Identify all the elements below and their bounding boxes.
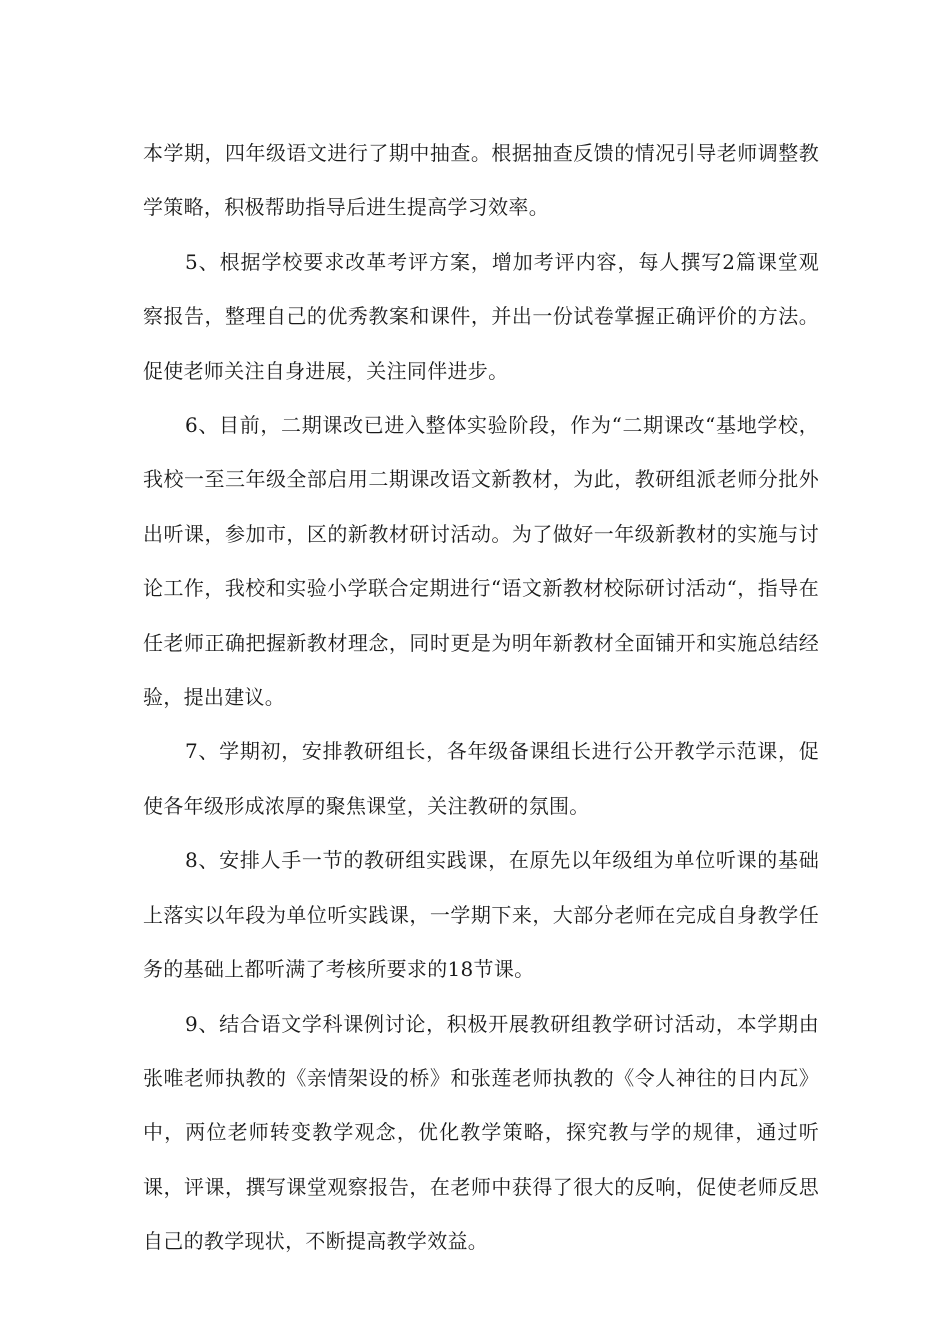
paragraph-item-8: 8、安排人手一节的教研组实践课，在原先以年级组为单位听课的基础上落实以年段为单位听实践课，一学期下来，大部分老师在完成自身教学任务的基础上都听满了考核所要求的18节课。 [143, 848, 819, 982]
paragraph-item-9: 9、结合语文学科课例讨论，积极开展教研组教学研讨活动，本学期由张唯老师执教的《亲情架设的桥》和张莲老师执教的《令人神往的日内瓦》中，两位老师转变教学观念，优化教学策略，探究教与学的规律，通过听课，评课，撰写课堂观察报告，在老师中获得了很大的反响，促使老师反思自己的教学现状，不断提高教学效益。 [143, 1011, 819, 1254]
paragraph-item-6: 6、目前，二期课改已进入整体实验阶段，作为“二期课改“基地学校，我校一至三年级全部启用二期课改语文新教材，为此，教研组派老师分批外出听课，参加市，区的新教材研讨活动。为了做好一年级新教材的实施与讨论工作，我校和实验小学联合定期进行“语文新教材校际研讨活动“，指导在任老师正确把握新教材理念，同时更是为明年新教材全面铺开和实施总结经验，提出建议。 [143, 413, 819, 710]
document-body [143, 126, 819, 1269]
paragraph-continuation: 本学期，四年级语文进行了期中抽查。根据抽查反馈的情况引导老师调整教学策略，积极帮助指导后进生提高学习效率。 [143, 141, 819, 220]
paragraph-item-7: 7、学期初，安排教研组长，各年级备课组长进行公开教学示范课，促使各年级形成浓厚的聚焦课堂，关注教研的氛围。 [143, 739, 819, 818]
paragraph-item-5: 5、根据学校要求改革考评方案，增加考评内容，每人撰写2篇课堂观察报告，整理自己的优秀教案和课件，并出一份试卷掌握正确评价的方法。促使老师关注自身进展，关注同伴进步。 [143, 249, 819, 383]
